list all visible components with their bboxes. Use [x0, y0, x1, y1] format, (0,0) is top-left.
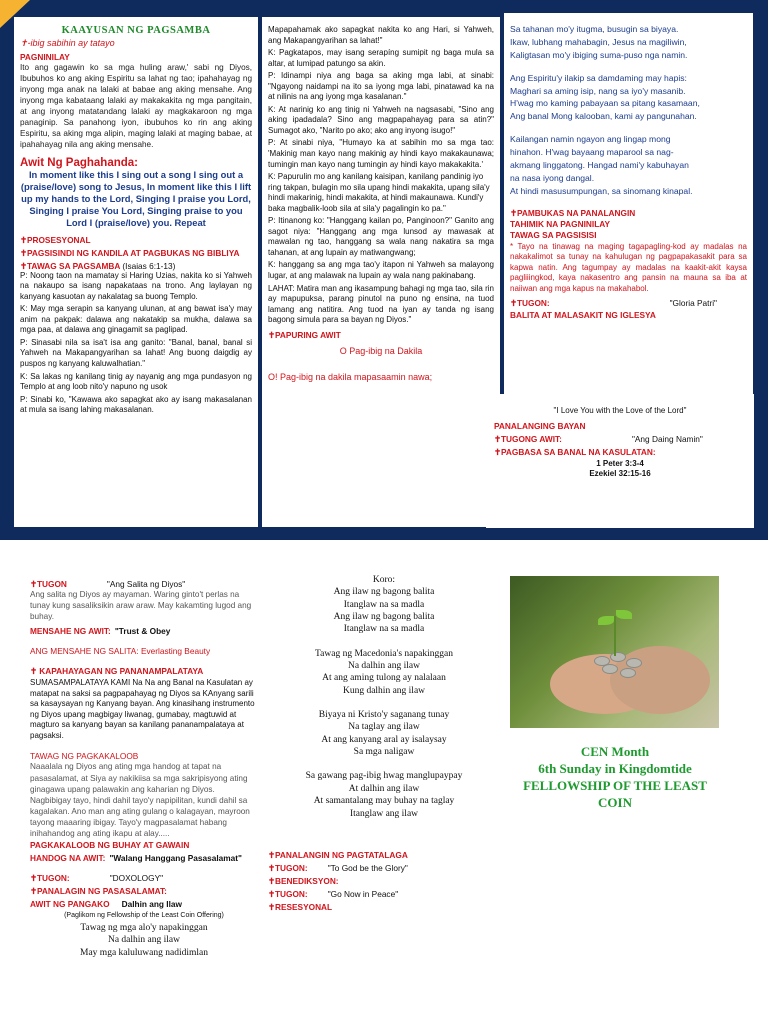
- pagsisisi-text: * Tayo na tinawag na maging tagapagling-kod ay madalas na nakakalimot sa tunay na kahulugan ng pagpapakasakit para sa kapwa natin. Ang tagumpay ay madalas na kaakit-akit kaysa pagliiingkod, kaya nakasentro ang pansin na mauna sa iba at naiiwan ang mga kapus na makahabol.: [510, 241, 747, 293]
- lyric-line: Kaligtasan mo'y ibiging suma-puso nga namin.: [510, 49, 688, 60]
- tugon-label: ✝TUGON:: [510, 298, 550, 309]
- mensahe-salita: ANG MENSAHE NG SALITA: Everlasting Beauty: [30, 646, 211, 657]
- pangako-label: AWIT NG PANGAKO: [30, 898, 110, 909]
- lyric-line: H'wag mo kaming pabayaan sa pitang kasamaan,: [510, 98, 700, 109]
- verse-line: Ang ilaw ng bagong balita: [333, 612, 435, 623]
- verse-line: Tawag ng mga alo'y napakinggan: [80, 923, 208, 934]
- verse-line: Koro:: [372, 575, 396, 585]
- tugong-awit-value: "Ang Daing Namin": [631, 433, 703, 444]
- hands-with-coins-photo: [510, 576, 719, 728]
- verse-line: Kung dalhin ang ilaw: [342, 685, 426, 696]
- cen-line: FELLOWSHIP OF THE LEAST: [523, 777, 707, 793]
- resesyonal-heading: ✝RESESYONAL: [268, 901, 333, 912]
- papuring-line: O! Pag-ibig na dakila mapasaamin nawa;: [268, 371, 433, 382]
- reading-t6: K: Papurulin mo ang kanilang kaisipan, kanilang pandinig iyo ring takpan, bulagin mo sila upang hindi makakita, upang sila'y hindi makarinig, hindi makakita, at hindi makaunawa. Kundi'y baka magbalik-loob sila at sila'y pagalingin ko pa.": [268, 172, 490, 213]
- tugon-value: "To God be the Glory": [327, 862, 408, 873]
- tahimik-heading: TAHIMIK NA PAGNINILAY: [510, 218, 611, 229]
- legend-text: ✝-ibig sabihin ay tatayo: [20, 38, 115, 48]
- pambukas-heading: ✝PAMBUKAS NA PANALANGIN: [510, 207, 636, 218]
- tugon2-label: ✝TUGON:: [268, 888, 308, 899]
- lyric-line: Ang Espiritu'y ilakip sa damdaming may hapis:: [510, 72, 687, 83]
- verse-3: [268, 709, 500, 758]
- tugon2-value: "DOXOLOGY": [109, 872, 164, 883]
- verse-line: Sa mga naligaw: [353, 747, 415, 758]
- papuring-heading: ✝PAPURING AWIT: [268, 329, 341, 340]
- lyric-line: na nasa iyong dangal.: [510, 172, 595, 183]
- cen-line: 6th Sunday in Kingdomtide: [538, 760, 692, 776]
- cen-title-block: [508, 744, 722, 812]
- lyric-line: akmang linggatong. Hangad nami'y kabuhayan: [510, 160, 689, 171]
- sprout-stem: [614, 616, 616, 656]
- tugon-row: [30, 579, 258, 589]
- tugon2-row: [268, 889, 500, 899]
- reading-t7: P: Itinanong ko: "Hanggang kailan po, Panginoon?" Ganito ang sagot niya: "Hanggang ang mga lunsod ay mawasak at mawalan ng tao, hanggang sa wala nang nakatira sa mga tahanan, at ang lupain ay matiwangwang;: [268, 216, 494, 257]
- bottom-left-column: [30, 576, 258, 959]
- pagkakaloob-heading: TAWAG NG PAGKAKALOOB: [30, 751, 139, 762]
- lyric-line: Ikaw, lubhang mahabagin, Jesus na magiliwin,: [510, 36, 687, 47]
- bottom-middle-column: [268, 574, 500, 912]
- tugong-awit-row: [494, 434, 746, 444]
- tawag-p3: P: Sinabi ko, "Kawawa ako sapagkat ako ay isang makasalanan at mula sa isang lahing makasalanan.: [20, 394, 252, 415]
- pagninilay-text: Ito ang gagawin ko sa mga huling araw,' sabi ng Diyos, Ibubuhos ko ang aking Espiritu sa lahat ng tao; ipahahayag ng inyong mga anak na lalaki at babae ang aking mensahe. Ang inyong mga kabataang lalaki ay makakakita ng mga pangitain, at ang inyong matatandang lalaki ay magkakaroon ng mga panaginip. Sa panahong iyon, ibubuhos ko rin ang aking Espiritu, sa aking mga alipin, maging lalaki at maging babae, at ipahahayag nila ang aking mensahe.: [20, 63, 252, 150]
- cen-line: COIN: [598, 794, 632, 810]
- prosesyonal-heading: ✝PROSESYONAL: [20, 234, 91, 245]
- pangako-value: Dalhin ang Ilaw: [121, 898, 182, 909]
- pagkakaloob-text: Naaalala ng Diyos ang ating mga handog at tapat na pasasalamat, at Siya ay nakikiisa sa mga sakripisyong ating ginagawa upang palawakin ang kaharian ng Diyos. Nagbibigay tayo, hindi dahil tayo'y napipilitan, kundi dahil sa kagalakan. Ano man ang ating gulang o kalagayan, mayroon tayong maaaring ibigay. Tayo'y magpasalamat habang inihahandog ang ating ikapu at alay.....: [30, 762, 250, 838]
- reading-t4: K: At narinig ko ang tinig ni Yahweh na nagsasabi, "Sino ang aking ipadadala? Sino ang magpapahayag para sa atin?" Sumagot ako, "Narito po ako; ako ang inyong isugo!": [268, 104, 494, 135]
- awit-lyrics: In moment like this I sing out a song I sing out a (praise/love) song to Jesus, In moment like this I lift up my hands to the Lord, Singing I praise you Lord, Singing I praise You Lord, Singing praise to you Lord I (praise/love) you. Repeat: [20, 168, 252, 229]
- verse-line: Biyaya ni Kristo'y saganang tunay: [318, 710, 450, 721]
- tawag-heading: [20, 261, 252, 271]
- tugon-label: ✝TUGON: [30, 579, 67, 589]
- reading-t2: K: Pagkatapos, may isang serapíng sumipit ng baga mula sa altar, at lumipad patungo sa akin.: [268, 48, 494, 68]
- panel-order-of-worship: [14, 17, 258, 527]
- papuring-song: O Pag-ibig na Dakila: [339, 345, 423, 356]
- benediksyon-heading: ✝BENEDIKSYON:: [268, 875, 339, 886]
- mensahe-awit-value: "Trust & Obey: [114, 626, 171, 637]
- pangako-note: (Paglikom ng Fellowship of the Least Coin Offering): [64, 911, 224, 919]
- love-song-title: "I Love You with the Love of the Lord": [553, 406, 687, 415]
- lyric-line: At hindi masusumpungan, sa sinomang kinapal.: [510, 185, 693, 196]
- verse-line: Itanglaw na sa madla: [343, 624, 425, 635]
- lyrics-stanza-3: [510, 133, 747, 197]
- pagninilay-heading: PAGNINILAY: [20, 52, 70, 62]
- panel-readings: [486, 394, 754, 528]
- kapahayagan-heading: ✝ KAPAHAYAGAN NG PANANAMPALATAYA: [30, 666, 204, 677]
- mensahe-awit-row: [30, 626, 258, 636]
- tawag-k1: K: May mga serapin sa kanyang ulunan, at ang bawat isa'y may anim na pakpak: dalawa ang nakatakip sa mukha, dalawa sa mga paa, at dalawa ang ginagamit sa paglipad.: [20, 304, 252, 335]
- koro: [268, 574, 500, 636]
- verse-line: At ang aming tulong ay nalalaan: [322, 673, 446, 684]
- kapahayagan-text: SUMASAMPALATAYA KAMI Na Na ang Banal na Kasulatan ay matapat na saksi sa pagpapahayag ng Diyos sa KAnyang sarili sa kasaysayan ng Kanyang bayan. Ang kinasihang instrumento ng Diyos upang magbigay liwanag, gumabay, magtuwid at magturo sa kanyang bayan sa kanilang pananampalataya at pagsaksi.: [30, 678, 255, 740]
- tugon-row: [510, 298, 747, 308]
- panel-hymn-and-confession: [504, 13, 753, 395]
- verse-line: Na dalhin ang ilaw: [107, 935, 181, 946]
- pagkakaloob-buhay-heading: PAGKAKALOOB NG BUHAY AT GAWAIN: [30, 839, 190, 850]
- coin-shape: [620, 668, 636, 678]
- leaf-shape: [616, 610, 632, 619]
- lyrics-stanza-2: [510, 72, 747, 124]
- tugong-awit-label: ✝TUGONG AWIT:: [494, 433, 562, 444]
- tugon2-label: ✝TUGON:: [30, 872, 70, 883]
- pagsisisi-heading: TAWAG SA PAGSISISI: [510, 229, 597, 240]
- tugon-text: Ang salita ng Diyos ay mayaman. Waring ginto't perlas na tunay kung sasaliksikin araw araw. May kakamting lugod ang buhay.: [30, 590, 252, 622]
- tugon-row: [268, 863, 500, 873]
- tugon-value: "Ang Salita ng Diyos": [106, 579, 186, 589]
- pagbasa-heading: ✝PAGBASA SA BANAL NA KASULATAN:: [494, 446, 656, 457]
- coin-shape: [626, 658, 642, 668]
- tugon-label: ✝TUGON:: [268, 862, 308, 873]
- doxology-row: [30, 873, 258, 883]
- verse-line: Na taglay ang ilaw: [348, 722, 420, 733]
- reading-t5: P: At sinabi niya, "Humayo ka at sabihin mo sa mga tao: 'Makinig man kayo nang makinig ay hindi kayo makakaunawa; tumingin man kayo nang tumingin ay hindi kayo makakakita.': [268, 138, 494, 169]
- coin-shape: [602, 664, 618, 674]
- coin-shape: [610, 652, 626, 662]
- verse-line: At ang kanyang aral ay isalaysay: [321, 734, 447, 745]
- verse-line: At samantalang may buhay na taglay: [313, 796, 455, 807]
- handog-value: "Walang Hanggang Pasasalamat": [109, 852, 242, 863]
- lyrics-stanza-1: [510, 23, 747, 62]
- verse-line: May mga kaluluwang nadidimlan: [80, 947, 208, 958]
- lyric-line: Kailangan namin ngayon ang lingap mong: [510, 134, 671, 145]
- mensahe-awit-label: MENSAHE NG AWIT:: [30, 626, 111, 637]
- verse-line: Tawag ng Macedonia's napakinggan: [315, 648, 453, 659]
- awit-heading: Awit Ng Paghahanda:: [20, 156, 138, 169]
- verse-1: [30, 922, 258, 959]
- verse-line: Sa gawang pag-ibig hwag manglupaypay: [305, 771, 463, 782]
- tugon-value: "Gloria Patri": [669, 298, 717, 309]
- pagtatalaga-heading: ✝PANALANGIN NG PAGTATALAGA: [268, 849, 408, 860]
- panalanging-bayan-heading: PANALANGING BAYAN: [494, 420, 586, 431]
- lyric-line: Maghari sa aming isip, nang sa iyo'y masanib.: [510, 85, 686, 96]
- handog-row: [30, 853, 258, 863]
- pangako-row: [30, 899, 258, 909]
- verse-line: Na dalhin ang ilaw: [347, 661, 421, 672]
- reading-t9: LAHAT: Matira man ang ikasampung bahagi ng mga tao, sila rin ay mapupuksa, parang pinutol na puno ng ensina, na tuod lamang ang natitira. Ang tuod na iyan ay tanda ng isang bagong simula para sa bayan ng Diyos.": [268, 283, 494, 325]
- verse-line: Ang ilaw ng bagong balita: [333, 587, 435, 598]
- pagsisindi-heading: ✝PAGSISINDI NG KANDILA AT PAGBUKAS NG BIBLIYA: [20, 247, 240, 258]
- verse-line: At dalhin ang ilaw: [348, 783, 420, 794]
- tawag-heading-label: ✝TAWAG SA PAGSAMBA: [20, 260, 121, 271]
- cen-line: CEN Month: [580, 744, 650, 759]
- tawag-k2: K: Sa lakas ng kanilang tinig ay nayanig ang mga pundasyon ng Templo at ang loob nito'y napuno ng usok: [20, 371, 252, 392]
- lyric-line: Sa tahanan mo'y itugma, busugin sa biyaya.: [510, 24, 679, 34]
- scripture-ref-1: 1 Peter 3:3-4: [596, 458, 644, 468]
- leaf-shape: [598, 616, 614, 625]
- lyric-line: Ang banal Mong kalooban, kami ay pangunahan.: [510, 111, 697, 122]
- tugon2-value: "Go Now in Peace": [327, 888, 399, 899]
- tawag-reference: (Isaias 6:1-13): [122, 260, 176, 271]
- reading-t8: K: hanggang sa ang mga tao'y itapon ni Yahweh sa malayong lugar, at ang malawak na lupain ay wala nang pakinabang.: [268, 260, 494, 281]
- handog-label: HANDOG NA AWIT:: [30, 852, 106, 863]
- balita-heading: BALITA AT MALASAKIT NG IGLESYA: [510, 310, 656, 321]
- reading-t1: Mapapahamak ako sapagkat nakita ko ang Hari, si Yahweh, ang Makapangyarihan sa lahat!": [268, 25, 494, 45]
- scripture-ref-2: Ezekiel 32:15-16: [589, 469, 651, 479]
- verse-4: [268, 770, 500, 819]
- reading-t3: P: Idinampi niya ang baga sa aking mga labi, at sinabi: "Ngayong naidampi na ito sa iyong mga labi, pinatawad ka na at nilinis na ang iyong mga kasalanan.": [268, 71, 494, 102]
- page-title: KAAYUSAN NG PAGSAMBA: [61, 25, 211, 36]
- verse-line: Itanglaw na sa madla: [343, 599, 425, 610]
- pasasalamat-heading: ✝PANALAGIN NG PASASALAMAT:: [30, 885, 167, 896]
- verse-line: Itanglaw ang ilaw: [349, 808, 419, 819]
- tawag-p1: P: Noong taon na mamatay si Haring Uzias, nakita ko si Yahweh na nakaupo sa isang napakataas na trono. Ang laylayan ng kanyang kasuotan ay nakalatag sa buong Templo.: [20, 270, 252, 301]
- verse-2: [268, 648, 500, 697]
- tawag-p2: P: Sinasabi nila sa isa't isa ang ganito: "Banal, banal, banal si Yahweh na Makapangyarihan sa lahat! Ang buong daigdig ay puspos ng kanyang kaluwalhatian.": [20, 337, 252, 368]
- lyric-line: hinahon. H'wag bayaang maparool sa nag-: [510, 147, 674, 158]
- panel-responsive-reading: [262, 17, 500, 527]
